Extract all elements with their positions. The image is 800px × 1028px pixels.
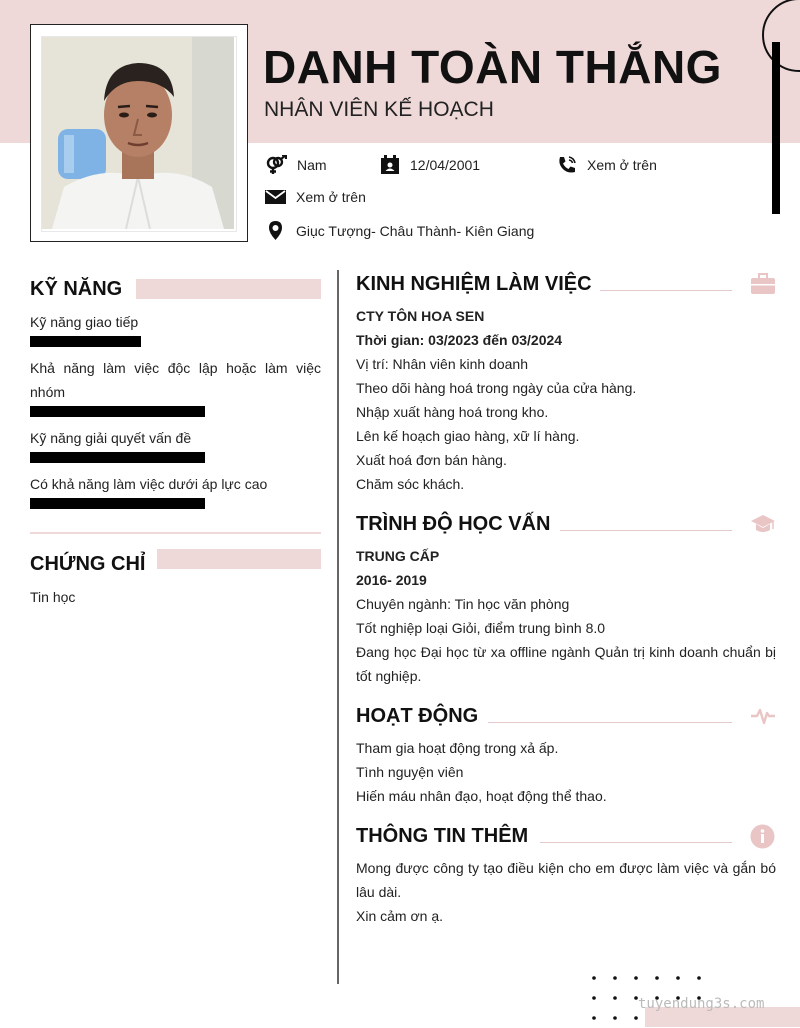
experience-line: Chăm sóc khách. — [356, 476, 465, 492]
certificate-item: Tin học — [30, 589, 76, 605]
phone-icon — [557, 155, 577, 175]
skill-item-label: Kỹ năng giải quyết vấn đề — [30, 430, 192, 446]
education-title-line — [560, 530, 732, 531]
more-info-line: Xin cảm ơn ạ. — [356, 908, 443, 924]
certificates-title: CHỨNG CHỈ — [30, 553, 146, 575]
email-info — [265, 188, 366, 206]
activity-line: Tình nguyện viên — [356, 764, 464, 780]
experience-line: Xuất hoá đơn bán hàng. — [356, 452, 507, 468]
skills-title: KỸ NĂNG — [30, 278, 123, 300]
more-info-title: THÔNG TIN THÊM — [356, 825, 529, 847]
graduation-cap-icon — [750, 513, 776, 535]
gender-icon — [265, 155, 287, 175]
certificates-title-bar — [157, 549, 321, 569]
experience-title-line — [600, 290, 732, 291]
experience-title: KINH NGHIỆM LÀM VIỆC — [356, 273, 592, 295]
education-line: Chuyên ngành: Tin học văn phòng — [356, 596, 570, 612]
experience-company: CTY TÔN HOA SEN — [356, 308, 485, 324]
skill-level-bar — [30, 406, 205, 417]
location-pin-icon — [265, 220, 286, 242]
activity-line: Hiến máu nhân đạo, hoạt động thể thao. — [356, 788, 607, 804]
education-title: TRÌNH ĐỘ HỌC VẤN — [356, 513, 551, 535]
more-info-line: Mong được công ty tạo điều kiện cho em được làm việc và gắn bó lâu dài. — [356, 860, 776, 900]
skill-level-bar — [30, 452, 205, 463]
job-title: NHÂN VIÊN KẾ HOẠCH — [264, 98, 494, 121]
phone-info — [557, 155, 657, 175]
calendar-icon — [380, 155, 400, 175]
address-value: Giục Tượng- Châu Thành- Kiên Giang — [296, 223, 535, 239]
skill-level-bar — [30, 498, 205, 509]
education-school: TRUNG CẤP — [356, 548, 440, 564]
mail-icon — [265, 188, 286, 206]
candidate-name: DANH TOÀN THẮNG — [263, 41, 722, 93]
phone-value: Xem ở trên — [587, 157, 657, 173]
info-icon — [750, 824, 775, 849]
section-divider — [30, 532, 321, 534]
column-divider — [337, 270, 339, 984]
activities-title: HOẠT ĐỘNG — [356, 705, 479, 727]
skill-level-bar — [30, 336, 141, 347]
skill-item-label: Có khả năng làm việc dưới áp lực cao — [30, 476, 268, 492]
experience-line: Vị trí: Nhân viên kinh doanh — [356, 356, 528, 372]
education-line: Đang học Đại học từ xa offline ngành Quản trị kinh doanh chuẩn bị tốt nghiệp. — [356, 644, 776, 684]
skills-title-bar — [136, 279, 321, 299]
experience-line: Nhập xuất hàng hoá trong kho. — [356, 404, 549, 420]
education-line: Tốt nghiệp loại Giỏi, điểm trung bình 8.0 — [356, 620, 606, 636]
address-info — [265, 220, 534, 242]
watermark: tuyendung3s.com — [638, 996, 765, 1012]
education-period: 2016- 2019 — [356, 572, 427, 588]
experience-line: Theo dõi hàng hoá trong ngày của cửa hàng. — [356, 380, 637, 396]
gender-value: Nam — [297, 157, 327, 173]
skill-item-label: Kỹ năng giao tiếp — [30, 314, 139, 330]
birthdate-value: 12/04/2001 — [410, 157, 481, 173]
briefcase-icon — [750, 273, 776, 295]
birthdate-info — [380, 155, 480, 175]
decorative-vertical-bar — [772, 42, 780, 214]
skill-item-label: Khả năng làm việc độc lập hoặc làm việc nhóm — [30, 360, 321, 400]
activities-title-line — [488, 722, 732, 723]
experience-period: Thời gian: 03/2023 đến 03/2024 — [356, 332, 563, 348]
experience-line: Lên kế hoạch giao hàng, xữ lí hàng. — [356, 428, 580, 444]
gender-info — [265, 155, 327, 175]
more-info-title-line — [540, 842, 732, 843]
profile-photo — [42, 37, 234, 229]
pulse-icon — [750, 706, 776, 726]
email-value: Xem ở trên — [296, 189, 366, 205]
activity-line: Tham gia hoạt động trong xả ấp. — [356, 740, 559, 756]
